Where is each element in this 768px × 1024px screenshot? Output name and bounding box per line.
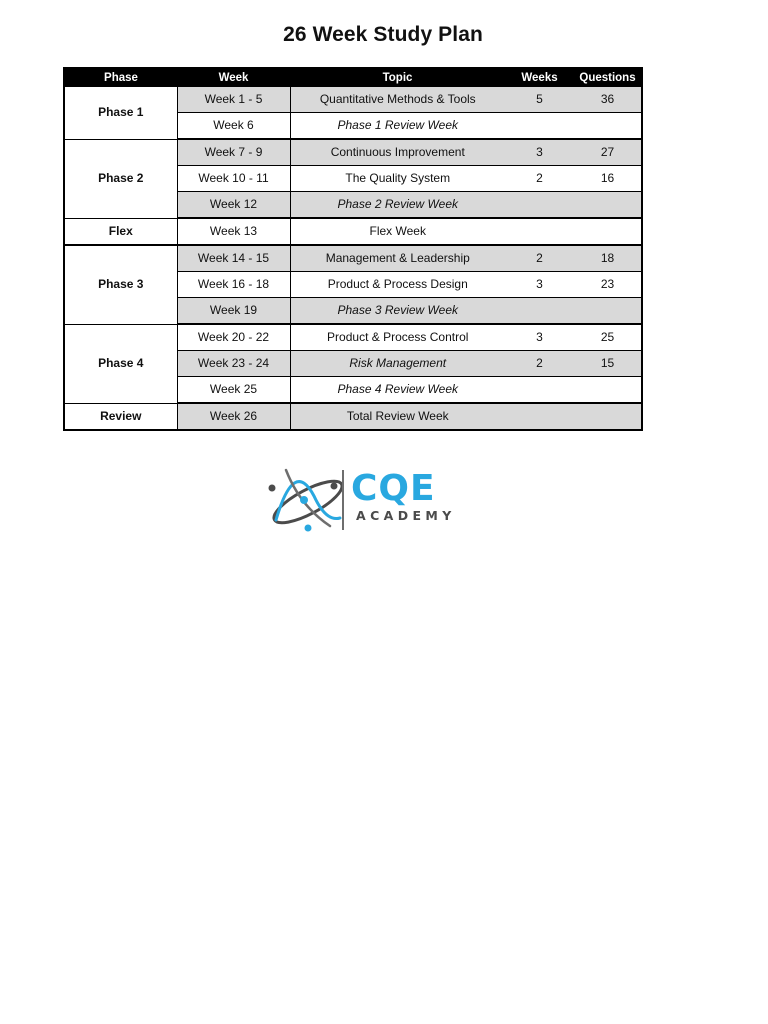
week-cell: Week 1 - 5 [177,87,290,113]
phase-cell-review: Review [64,403,177,430]
topic-cell: Total Review Week [290,403,505,430]
weeks-cell [505,298,574,325]
weeks-cell [505,403,574,430]
questions-cell: 15 [574,351,642,377]
weeks-cell: 3 [505,324,574,351]
logo-wordmark: CQE [351,468,436,509]
table-row [64,245,642,272]
header-phase: Phase [64,68,177,87]
week-cell: Week 26 [177,403,290,430]
questions-cell: 16 [574,166,642,192]
weeks-cell: 3 [505,272,574,298]
header-weeks: Weeks [505,68,574,87]
questions-cell: 36 [574,87,642,113]
questions-cell: 18 [574,245,642,272]
phase-cell-3: Phase 3 [64,245,177,324]
page-title: 26 Week Study Plan [283,23,483,46]
header-week: Week [177,68,290,87]
week-cell: Week 25 [177,377,290,404]
questions-cell [574,113,642,140]
topic-cell: The Quality System [290,166,505,192]
table-row [64,324,642,351]
table-row [64,218,642,245]
weeks-cell [505,218,574,245]
topic-cell: Phase 2 Review Week [290,192,505,219]
week-cell: Week 7 - 9 [177,139,290,166]
weeks-cell: 3 [505,139,574,166]
week-cell: Week 16 - 18 [177,272,290,298]
header-questions: Questions [574,68,642,87]
phase-cell-4: Phase 4 [64,324,177,403]
weeks-cell: 2 [505,166,574,192]
topic-cell: Continuous Improvement [290,139,505,166]
weeks-cell: 2 [505,351,574,377]
questions-cell: 23 [574,272,642,298]
topic-cell: Flex Week [290,218,505,245]
weeks-cell [505,192,574,219]
topic-cell: Phase 3 Review Week [290,298,505,325]
topic-cell: Product & Process Design [290,272,505,298]
table-row [64,87,642,113]
table-row [64,139,642,166]
questions-cell: 27 [574,139,642,166]
study-plan-table [63,67,643,431]
topic-cell: Product & Process Control [290,324,505,351]
topic-cell: Phase 1 Review Week [290,113,505,140]
week-cell: Week 10 - 11 [177,166,290,192]
table-row [64,403,642,430]
questions-cell: 25 [574,324,642,351]
weeks-cell [505,113,574,140]
week-cell: Week 20 - 22 [177,324,290,351]
topic-cell: Phase 4 Review Week [290,377,505,404]
logo-divider [342,470,344,530]
week-cell: Week 14 - 15 [177,245,290,272]
topic-cell: Quantitative Methods & Tools [290,87,505,113]
weeks-cell [505,377,574,404]
week-cell: Week 12 [177,192,290,219]
week-cell: Week 23 - 24 [177,351,290,377]
questions-cell [574,218,642,245]
topic-cell: Risk Management [290,351,505,377]
phase-cell-flex: Flex [64,218,177,245]
questions-cell [574,298,642,325]
questions-cell [574,377,642,404]
questions-cell [574,192,642,219]
questions-cell [574,403,642,430]
weeks-cell: 2 [505,245,574,272]
week-cell: Week 19 [177,298,290,325]
logo-subtitle: ACADEMY [356,508,456,523]
week-cell: Week 13 [177,218,290,245]
header-topic: Topic [290,68,505,87]
table-header-row [64,68,642,87]
weeks-cell: 5 [505,87,574,113]
phase-cell-1: Phase 1 [64,87,177,139]
phase-cell-2: Phase 2 [64,139,177,218]
week-cell: Week 6 [177,113,290,140]
topic-cell: Management & Leadership [290,245,505,272]
